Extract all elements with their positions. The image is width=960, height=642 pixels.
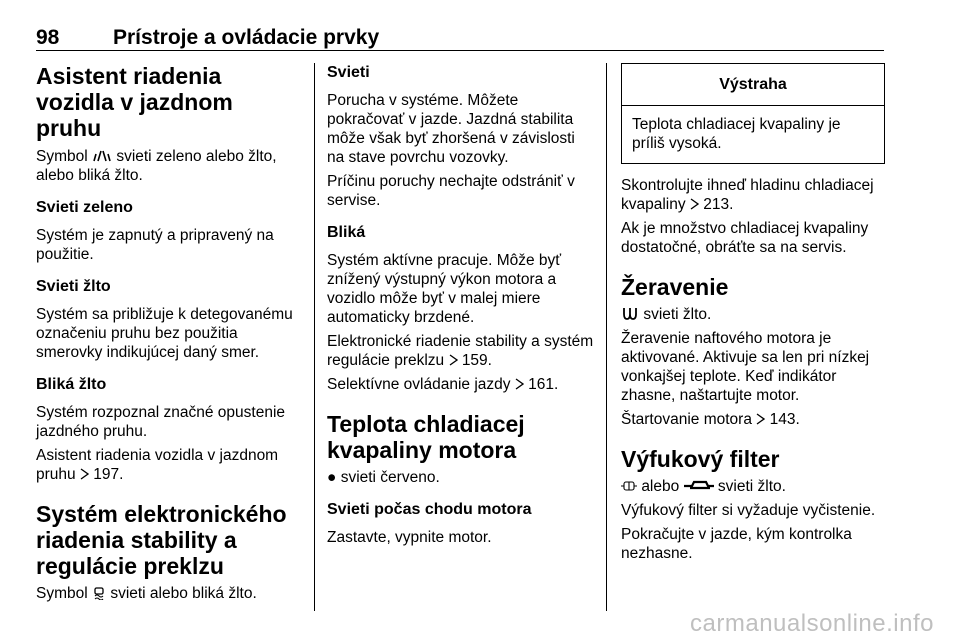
esc-title: Systém elektronického riadenia stability a regulácie preklzu bbox=[36, 501, 287, 579]
page-ref-arrow-icon bbox=[515, 376, 528, 393]
lane-assist-symbol-text: Symbol svieti zeleno alebo žlto, alebo bliká žlto. bbox=[36, 148, 277, 184]
flash-yellow-text: Systém rozpoznal značné opustenie jazdného pruhu. bbox=[36, 404, 286, 440]
page-ref-arrow-icon bbox=[690, 196, 703, 213]
column-1 bbox=[36, 63, 304, 603]
lit-text-1: Porucha v systéme. Môžete pokračovať v jazde. Jazdná stabilita môže však byť zhoršená v závislosti na stave povrchu vozovky. bbox=[327, 92, 575, 166]
drive-mode-reference: Selektívne ovládanie jazdy 161. bbox=[327, 376, 559, 393]
glow-title: Žeravenie bbox=[621, 274, 729, 300]
warning-box bbox=[621, 63, 885, 164]
flash-heading: Bliká bbox=[327, 224, 366, 241]
page-ref-arrow-icon bbox=[756, 411, 769, 428]
exhaust-filter-icon bbox=[621, 478, 641, 495]
lit-heading: Svieti bbox=[327, 64, 370, 81]
coolant-symbol-text: ● svieti červeno. bbox=[327, 469, 440, 486]
header-rule bbox=[36, 50, 884, 51]
column-3 bbox=[621, 63, 891, 563]
service-text: Ak je množstvo chladiacej kvapaliny dostatočné, obráťte sa na servis. bbox=[621, 220, 869, 256]
glow-symbol-text: svieti žlto. bbox=[621, 305, 891, 324]
esc-skid-icon bbox=[92, 585, 110, 602]
running-text: Zastavte, vypnite motor. bbox=[327, 529, 492, 546]
column-2 bbox=[327, 63, 595, 547]
column-divider-2 bbox=[606, 63, 607, 611]
running-heading: Svieti počas chodu motora bbox=[327, 501, 532, 518]
page-ref-arrow-icon bbox=[80, 466, 93, 483]
page-ref-arrow-icon bbox=[449, 352, 462, 369]
engine-start-reference: Štartovanie motora 143. bbox=[621, 411, 800, 428]
green-heading: Svieti zeleno bbox=[36, 199, 133, 216]
filter-text-2: Pokračujte v jazde, kým kontrolka nezhasne. bbox=[621, 526, 852, 562]
yellow-text: Systém sa približuje k detegovanému označeniu pruhu bez použitia smerovky indikujúcej daný smer. bbox=[36, 306, 293, 361]
coolant-check-text: Skontrolujte ihneď hladinu chladiacej kvapaliny 213. bbox=[621, 177, 874, 213]
lane-assist-icon bbox=[92, 148, 116, 165]
yellow-heading: Svieti žlto bbox=[36, 278, 111, 295]
esc-symbol-text: Symbol svieti alebo bliká žlto. bbox=[36, 585, 257, 602]
glow-plug-icon bbox=[621, 306, 643, 323]
warning-text: Teplota chladiacej kvapaliny je príliš vysoká. bbox=[632, 116, 841, 152]
page-number: 98 bbox=[36, 26, 60, 49]
chapter-title: Prístroje a ovládacie prvky bbox=[113, 26, 380, 49]
warning-title: Výstraha bbox=[622, 64, 884, 106]
lane-assist-reference: Asistent riadenia vozidla v jazdnom pruhu 197. bbox=[36, 447, 279, 483]
flash-text: Systém aktívne pracuje. Môže byť znížený výstupný výkon motora a vozidlo môže byť v malej miere automaticky brzdené. bbox=[327, 252, 562, 326]
column-divider-1 bbox=[314, 63, 315, 611]
coolant-dot-icon: ● bbox=[327, 469, 337, 486]
coolant-title: Teplota chladiacej kvapaliny motora bbox=[327, 411, 525, 463]
filter-title: Výfukový filter bbox=[621, 446, 780, 472]
esc-reference: Elektronické riadenie stability a systém regulácie preklzu 159. bbox=[327, 333, 594, 369]
lane-assist-title: Asistent riadenia vozidla v jazdnom pruhu bbox=[36, 63, 233, 141]
lit-text-2: Príčinu poruchy nechajte odstrániť v servise. bbox=[327, 173, 575, 209]
glow-text: Žeravenie naftového motora je aktivované. Aktivuje sa len pri nízkej vonkajšej teplote. Keď indikátor zhasne, naštartujte motor. bbox=[621, 330, 870, 404]
watermark: carmanualsonline.info bbox=[690, 610, 934, 637]
filter-coil-icon bbox=[684, 478, 718, 495]
filter-text-1: Výfukový filter si vyžaduje vyčistenie. bbox=[621, 502, 876, 519]
filter-symbol-text: alebo svieti žlto. bbox=[621, 477, 891, 496]
green-text: Systém je zapnutý a pripravený na použitie. bbox=[36, 227, 274, 263]
flash-yellow-heading: Bliká žlto bbox=[36, 376, 107, 393]
